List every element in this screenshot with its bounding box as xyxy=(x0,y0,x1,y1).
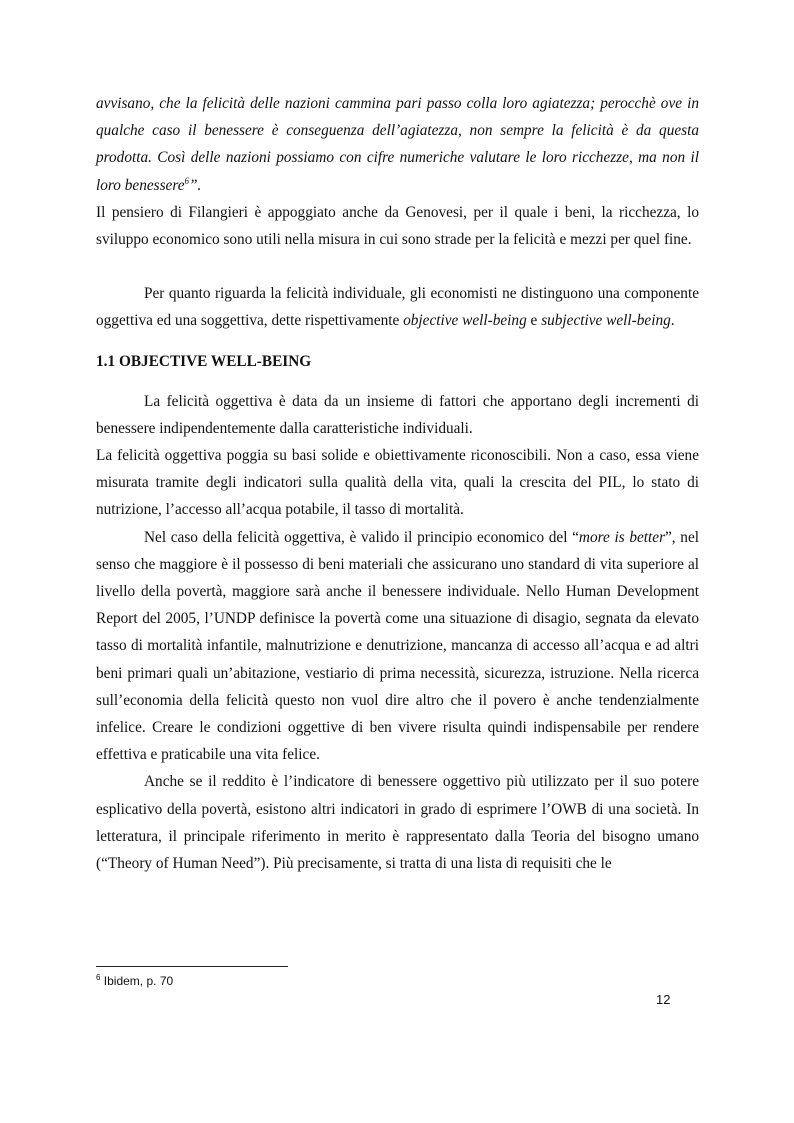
paragraph-individual-conjunction: e xyxy=(526,312,542,330)
footnote-reference[interactable]: 6 xyxy=(184,175,190,186)
paragraph-bases: La felicità oggettiva poggia su basi solide e obiettivamente riconoscibili. Non a caso, essa viene misurata tramite degli indicatori sulla qualità della vita, quali la crescita del PIL, lo stato di nutrizione, l’accesso all’acqua potabile, il tasso di mortalità. xyxy=(96,447,699,519)
phrase-more-is-better: more is better xyxy=(578,528,666,546)
page-number: 12 xyxy=(656,992,671,1007)
paragraph-individual-end: . xyxy=(670,312,675,330)
paragraph-individual-happiness xyxy=(96,280,699,334)
paragraph-income: Anche se il reddito è l’indicatore di benessere oggettivo più utilizzato per il suo potere esplicativo della povertà, esistono altri indicatori in grado di esprimere l’OWB di una società. In letteratura, il principale riferimento in merito è rappresentato dalla Teoria del bisogno umano (“Theory of Human Need”). Più precisamente, si tratta di una lista di requisiti che le xyxy=(96,773,699,873)
paragraph-filangieri: Il pensiero di Filangieri è appoggiato anche da Genovesi, per il quale i beni, la ricchezza, lo sviluppo economico sono utili nella misura in cui sono strade per la felicità e mezzi per quel fine. xyxy=(96,203,699,249)
term-subjective-well-being: subjective well-being xyxy=(541,312,671,330)
footnote-number: 6 xyxy=(96,973,101,982)
paragraph-more-is-better xyxy=(96,524,699,769)
quote-text: avvisano, che la felicità delle nazioni cammina pari passo colla loro agiatezza; perocchè ove in qualche caso il benessere è conseguenza dell’agiatezza, non sempre la felicità è da questa prodotta. Così delle nazioni possiamo con cifre numeriche valutare le loro ricchezze, ma non il loro benessere xyxy=(96,95,699,194)
paragraph-more-is-better-rest: ”, nel senso che maggiore è il possesso di beni materiali che assicurano uno standard di vita superiore al livello della povertà, maggiore sarà anche il benessere individuale. Nello Human Development Report del 2005, l’UNDP definisce la povertà come una situazione di disagio, segnata da elevato tasso di mortalità infantile, malnutrizione e denutrizione, mancanza di accesso all’acqua e ad altri beni primari quali un’abitazione, vestiario di prima necessità, sicurezza, istruzione. Nella ricerca sull’economia della felicità questo non vuol dire altro che il povero è anche tendenzialmente infelice. Creare le condizioni oggettive di ben vivere risulta quindi indispensabile per rendere effettiva e praticabile una vita felice. xyxy=(96,528,699,764)
paragraph-individual-lead: Per quanto riguarda la felicità individuale, gli economisti ne distinguono una componente oggettiva ed una soggettiva, dette rispettivamente xyxy=(96,285,699,330)
paragraph-definition: La felicità oggettiva è data da un insieme di fattori che apportano degli incrementi di benessere indipendentemente dalla caratteristiche individuali. xyxy=(96,392,699,437)
footnote-separator xyxy=(96,966,288,967)
term-objective-well-being: objective well-being xyxy=(403,312,527,330)
quote-closing: ”. xyxy=(189,176,202,194)
page-body xyxy=(96,90,699,877)
footnote xyxy=(96,973,173,989)
paragraph-more-is-better-lead: Nel caso della felicità oggettiva, è valido il principio economico del “ xyxy=(144,528,579,546)
footnote-text: Ibidem, p. 70 xyxy=(100,974,174,988)
quote-paragraph xyxy=(96,90,699,199)
section-heading: 1.1 OBJECTIVE WELL-BEING xyxy=(96,352,312,370)
